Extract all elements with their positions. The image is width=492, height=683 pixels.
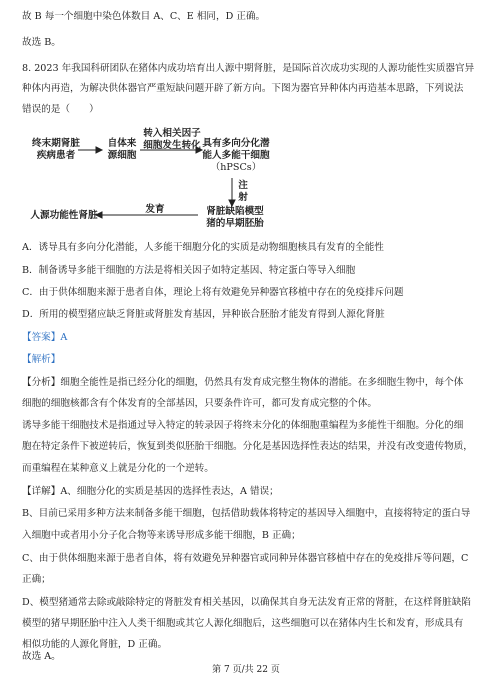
text-line: 故 B 每一个细胞中染色体数目 A、C、E 相同，D 正确。: [22, 11, 266, 22]
question-8-stem: 错误的是（ ）: [22, 104, 99, 115]
detail-text: B、目前已采用多种方法来制备多能干细胞，包括借助载体将特定的基因导入细胞中，直接将特定的蛋白导: [22, 508, 471, 519]
analysis-text: 胞在特定条件下被逆转后，恢复到类似胚胎干细胞。分化是基因选择性表达的结果，并没有改变遗传物质，: [22, 441, 473, 452]
detail-text: 相似功能的人源化肾脏，D 正确。: [22, 639, 168, 650]
page-number: 第 7 页/共 22 页: [212, 665, 280, 675]
analysis-text: 【分析】细胞全能性是指已经分化的细胞，仍然具有发育成完整生物体的潜能。在多细胞生物中，每个体: [22, 377, 464, 388]
option-c: C．由于供体细胞来源于患者自体，理论上将有效避免异种器官移植中存在的免疫排斥问题: [22, 287, 404, 298]
transformation-label: 转入相关因子 细胞发生转化: [143, 128, 201, 151]
analysis-text: 而重编程在某种意义上就是分化的一个逆转。: [22, 463, 214, 474]
text-line: 故选 B。: [22, 37, 61, 48]
answer-label: 【答案】A: [22, 332, 68, 343]
option-d: D．所用的模型猪应缺乏肾脏或肾脏发育基因，异种嵌合胚胎才能发育得到人源化肾脏: [22, 309, 385, 320]
detail-text: 模型的猪早期胚胎中注入人类干细胞或其它人源化细胞后，这些细胞可以在猪体内生长和发育，形成具有: [22, 618, 464, 629]
detail-text: 正确；: [22, 574, 51, 585]
analysis-text: 诱导多能干细胞技术是指通过导入特定的转录因子将终末分化的体细胞重编程为多能性干细胞。分化的细: [22, 420, 464, 431]
analysis-label: 【解析】: [22, 354, 61, 365]
conclusion-text: 故选 A。: [22, 651, 61, 662]
model-pig-embryo-label: 肾脏缺陷模型 猪的早期胚胎: [206, 206, 264, 229]
hpsc-label: 具有多向分化潜 能人多能干细胞 （hPSCs）: [202, 138, 270, 173]
detail-text: C、由于供体细胞来源于患者自体，将有效避免异种器官或同种异体器官移植中存在的免疫排斥等问题，C: [22, 553, 469, 564]
development-label: 发育: [145, 204, 165, 215]
question-8-stem: 种体内再造，为解决供体器官严重短缺问题开辟了新方向。下图为器官异种体内再造基本思路，下列说法: [22, 83, 464, 94]
autologous-cells-label: 自体来 源细胞: [107, 138, 137, 161]
detail-text: 入细胞中或者用小分子化合物等来诱导形成多能干细胞，B 正确；: [22, 530, 301, 541]
detail-text: 【详解】A、细胞分化的实质是基因的选择性表达，A 错误；: [22, 486, 279, 497]
patient-label: 终末期肾脏 疾病患者: [32, 138, 80, 161]
detail-text: D、模型猪通常去除或敲除特定的肾脏发育相关基因，以确保其自身无法发育正常的肾脏，在这样肾脏缺陷: [22, 597, 472, 608]
option-a: A．诱导具有多向分化潜能，人多能干细胞分化的实质是动物细胞核具有发育的全能性: [22, 242, 384, 253]
question-8-stem: 8. 2023 年我国科研团队在猪体内成功培育出人源中期肾脏，是国际首次成功实现的人源功能性实质器官异: [22, 63, 474, 74]
analysis-text: 细胞的细胞核都含有个体发育的全部基因，只要条件许可，都可发育成完整的个体。: [22, 398, 377, 409]
humanized-kidney-label: 人源功能性肾脏: [30, 210, 98, 221]
option-b: B．制备诱导多能干细胞的方法是将相关因子如特定基因、特定蛋白等导入细胞: [22, 265, 356, 276]
injection-label: 注 射: [238, 180, 248, 203]
